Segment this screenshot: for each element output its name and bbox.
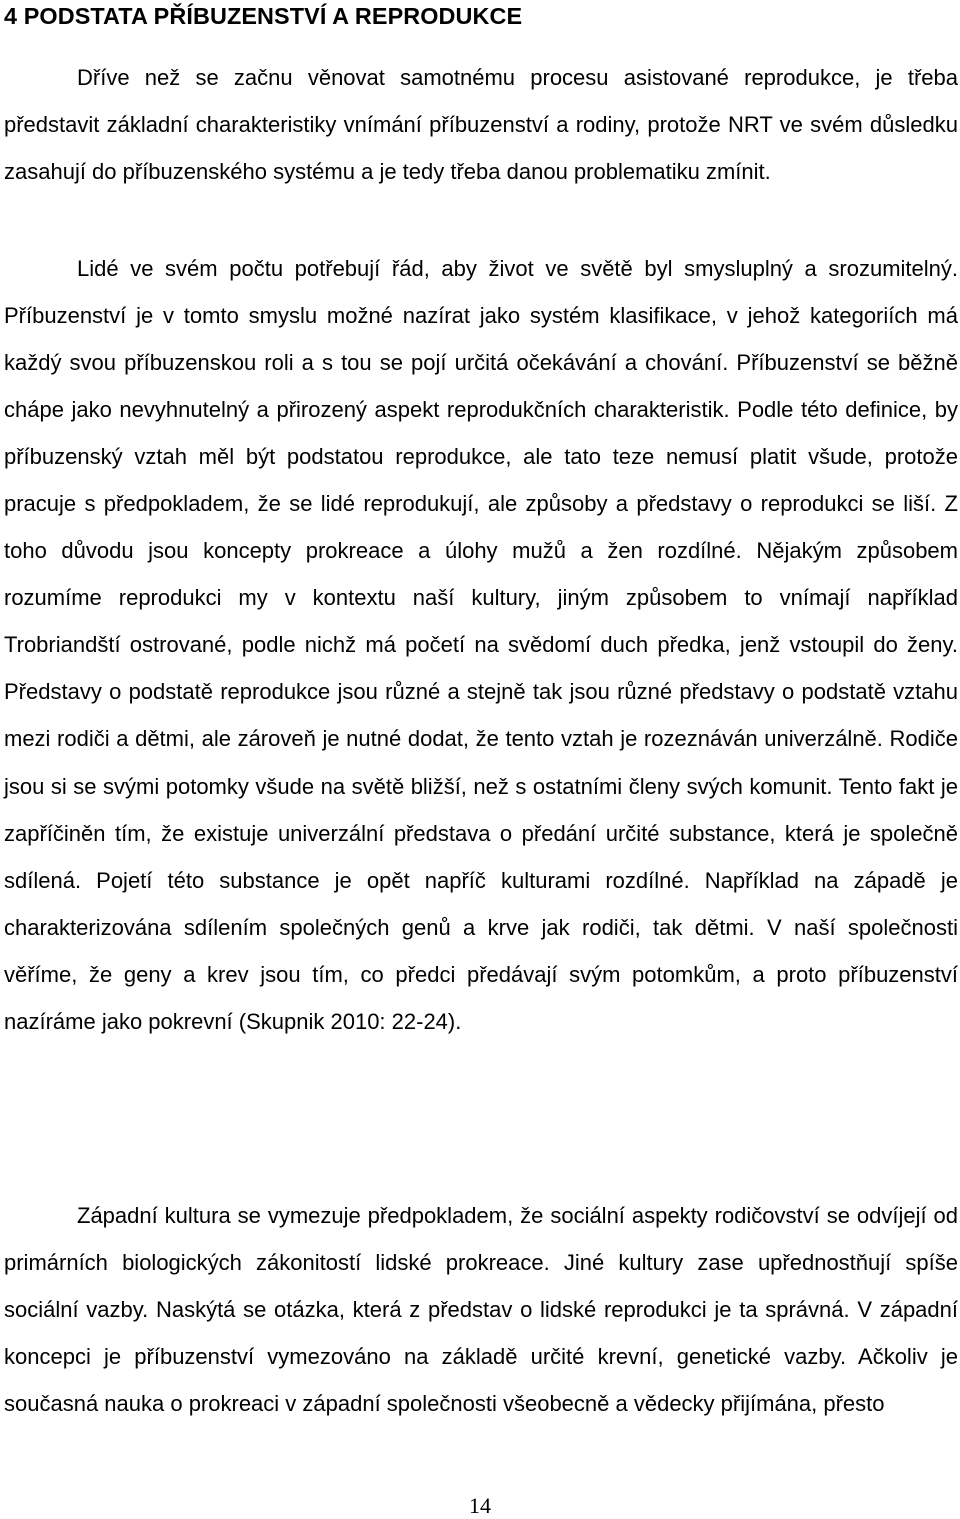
page-number: 14 <box>469 1493 491 1518</box>
paragraph-intro: Dříve než se začnu věnovat samotnému procesu asistované reprodukce, je třeba představit základní charakteristiky vnímání příbuzenství a rodiny, protože NRT ve svém důsledku zasahují do příbuzenského systému a je tedy třeba danou problematiku zmínit. <box>4 65 958 185</box>
paragraph-western-culture: Západní kultura se vymezuje předpokladem, že sociální aspekty rodičovství se odvíjejí od primárních biologických zákonitostí lidské prokreace. Jiné kultury zase upřednostňují spíše sociální vazby. Naskýtá se otázka, která z představ o lidské reprodukci je ta správná. V západní koncepci je příbuzenství vymezováno na základě určité krevní, genetické vazby. Ačkoliv je současná nauka o prokreaci v západní společnosti všeobecně a vědecky přijímána, přesto <box>4 1203 958 1417</box>
paragraph-kinship: Lidé ve svém počtu potřebují řád, aby život ve světě byl smysluplný a srozumitelný. Příbuzenství je v tomto smyslu možné nazírat jako systém klasifikace, v jehož kategoriích má každý svou příbuzenskou roli a s tou se pojí určitá očekávání a chování. Příbuzenství se běžně chápe jako nevyhnutelný a přirozený aspekt reprodukčních charakteristik. Podle této definice, by příbuzenský vztah měl být podstatou reprodukce, ale tato teze nemusí platit všude, protože pracuje s předpokladem, že se lidé reprodukují, ale způsoby a představy o reprodukci se liší. Z toho důvodu jsou koncepty prokreace a úlohy mužů a žen rozdílné. Nějakým způsobem rozumíme reprodukci my v kontextu naší kultury, jiným způsobem to vnímají například Trobriandští ostrované, podle nichž má početí na svědomí duch předka, jenž vstoupil do ženy. Představy o podstatě reprodukce jsou různé a stejně tak jsou různé představy o podstatě vztahu mezi rodiči a dětmi, ale zároveň je nutné dodat, že tento vztah je rozeznáván univerzálně. Rodiče jsou si se svými potomky všude na světě bližší, než s ostatními členy svých komunit. Tento fakt je zapříčiněn tím, že existuje univerzální představa o předání určité substance, která je společně sdílená. Pojetí této substance je opět napříč kulturami rozdílné. Například na západě je charakterizována sdílením společných genů a krve jak rodiči, tak dětmi. V naší společnosti věříme, že geny a krev jsou tím, co předci předávají svým potomkům, a proto příbuzenství nazíráme jako pokrevní (Skupnik 2010: 22-24). <box>4 256 958 1034</box>
chapter-heading: 4 PODSTATA PŘÍBUZENSTVÍ A REPRODUKCE <box>4 3 523 29</box>
